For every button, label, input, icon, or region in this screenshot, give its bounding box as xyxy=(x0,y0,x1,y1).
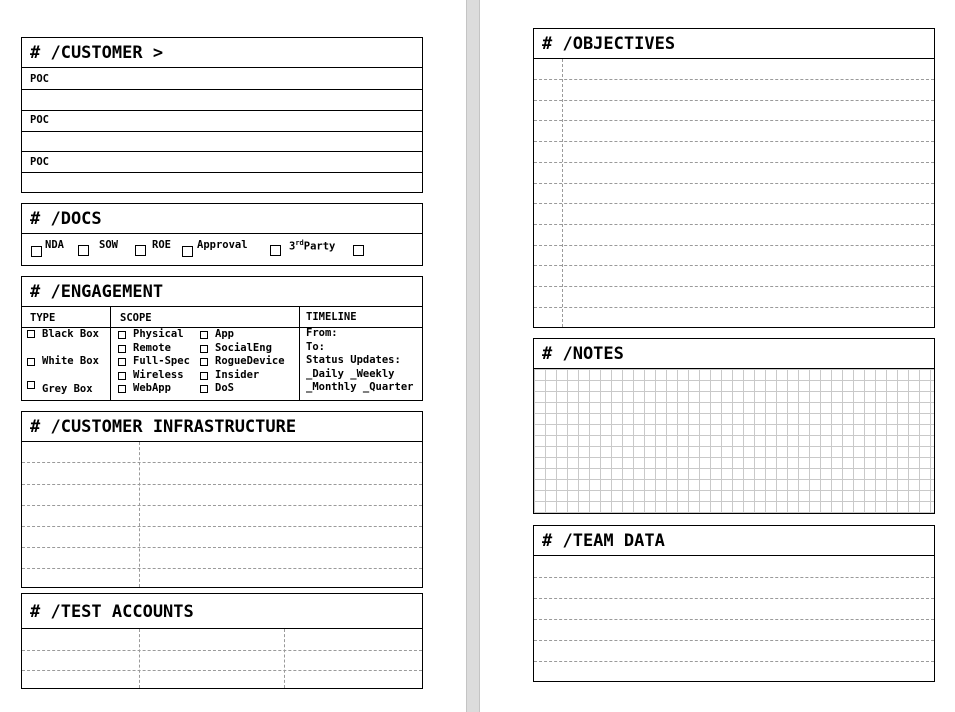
scope-wireless-checkbox[interactable] xyxy=(118,372,126,380)
customer-section xyxy=(21,37,423,193)
poc-label-1: POC xyxy=(30,73,49,85)
white-box-label: White Box xyxy=(42,355,99,367)
third-party-checkbox-2[interactable] xyxy=(353,245,364,256)
timeline-title: TIMELINE xyxy=(306,311,357,323)
black-box-checkbox[interactable] xyxy=(27,330,35,338)
poc-label-3: POC xyxy=(30,156,49,168)
scope-dos-label: DoS xyxy=(215,382,234,394)
scope-physical-label: Physical xyxy=(133,328,184,340)
scope-socialeng-checkbox[interactable] xyxy=(200,345,208,353)
approval-label: Approval xyxy=(197,239,248,251)
scope-remote-checkbox[interactable] xyxy=(118,345,126,353)
nda-label: NDA xyxy=(45,239,64,251)
nda-checkbox[interactable] xyxy=(31,246,42,257)
page-gutter xyxy=(466,0,480,712)
team-data-section xyxy=(533,525,935,682)
scope-app-label: App xyxy=(215,328,234,340)
scope-webapp-checkbox[interactable] xyxy=(118,385,126,393)
scope-physical-checkbox[interactable] xyxy=(118,331,126,339)
scope-title: SCOPE xyxy=(120,312,152,324)
third-party-checkbox-1[interactable] xyxy=(270,245,281,256)
timeline-monthly-quarter: _Monthly _Quarter xyxy=(306,381,414,393)
timeline-daily-weekly: _Daily _Weekly xyxy=(306,368,395,380)
roe-label: ROE xyxy=(152,239,171,251)
timeline-from: From: xyxy=(306,327,338,339)
notes-grid xyxy=(534,369,934,513)
infrastructure-header: # /CUSTOMER INFRASTRUCTURE xyxy=(22,412,422,442)
scope-insider-checkbox[interactable] xyxy=(200,372,208,380)
test-accounts-header: # /TEST ACCOUNTS xyxy=(22,594,422,629)
objectives-header: # /OBJECTIVES xyxy=(534,29,934,59)
engagement-section xyxy=(21,276,423,401)
type-title: TYPE xyxy=(30,312,56,324)
customer-header: # /CUSTOMER > xyxy=(22,38,422,68)
approval-checkbox[interactable] xyxy=(182,246,193,257)
sow-label: SOW xyxy=(99,239,118,251)
test-accounts-section xyxy=(21,593,423,689)
scope-fullspec-checkbox[interactable] xyxy=(118,358,126,366)
timeline-to: To: xyxy=(306,341,325,353)
scope-app-checkbox[interactable] xyxy=(200,331,208,339)
docs-section xyxy=(21,203,423,266)
notes-section xyxy=(533,338,935,514)
scope-webapp-label: WebApp xyxy=(133,382,171,394)
roe-checkbox[interactable] xyxy=(135,245,146,256)
scope-roguedevice-checkbox[interactable] xyxy=(200,358,208,366)
notes-header: # /NOTES xyxy=(534,339,934,369)
docs-header: # /DOCS xyxy=(22,204,422,234)
scope-socialeng-label: SocialEng xyxy=(215,342,272,354)
infrastructure-section xyxy=(21,411,423,588)
team-data-header: # /TEAM DATA xyxy=(534,526,934,556)
grey-box-checkbox[interactable] xyxy=(27,381,35,389)
scope-wireless-label: Wireless xyxy=(133,369,184,381)
engagement-header: # /ENGAGEMENT xyxy=(22,277,422,307)
timeline-status-updates: Status Updates: xyxy=(306,354,401,366)
scope-insider-label: Insider xyxy=(215,369,260,381)
objectives-section xyxy=(533,28,935,328)
sow-checkbox[interactable] xyxy=(78,245,89,256)
third-party-label: 3rdParty xyxy=(289,239,336,253)
black-box-label: Black Box xyxy=(42,328,99,340)
scope-roguedevice-label: RogueDevice xyxy=(215,355,285,367)
white-box-checkbox[interactable] xyxy=(27,358,35,366)
scope-remote-label: Remote xyxy=(133,342,171,354)
scope-fullspec-label: Full-Spec xyxy=(133,355,190,367)
poc-label-2: POC xyxy=(30,114,49,126)
grey-box-label: Grey Box xyxy=(42,383,93,395)
scope-dos-checkbox[interactable] xyxy=(200,385,208,393)
